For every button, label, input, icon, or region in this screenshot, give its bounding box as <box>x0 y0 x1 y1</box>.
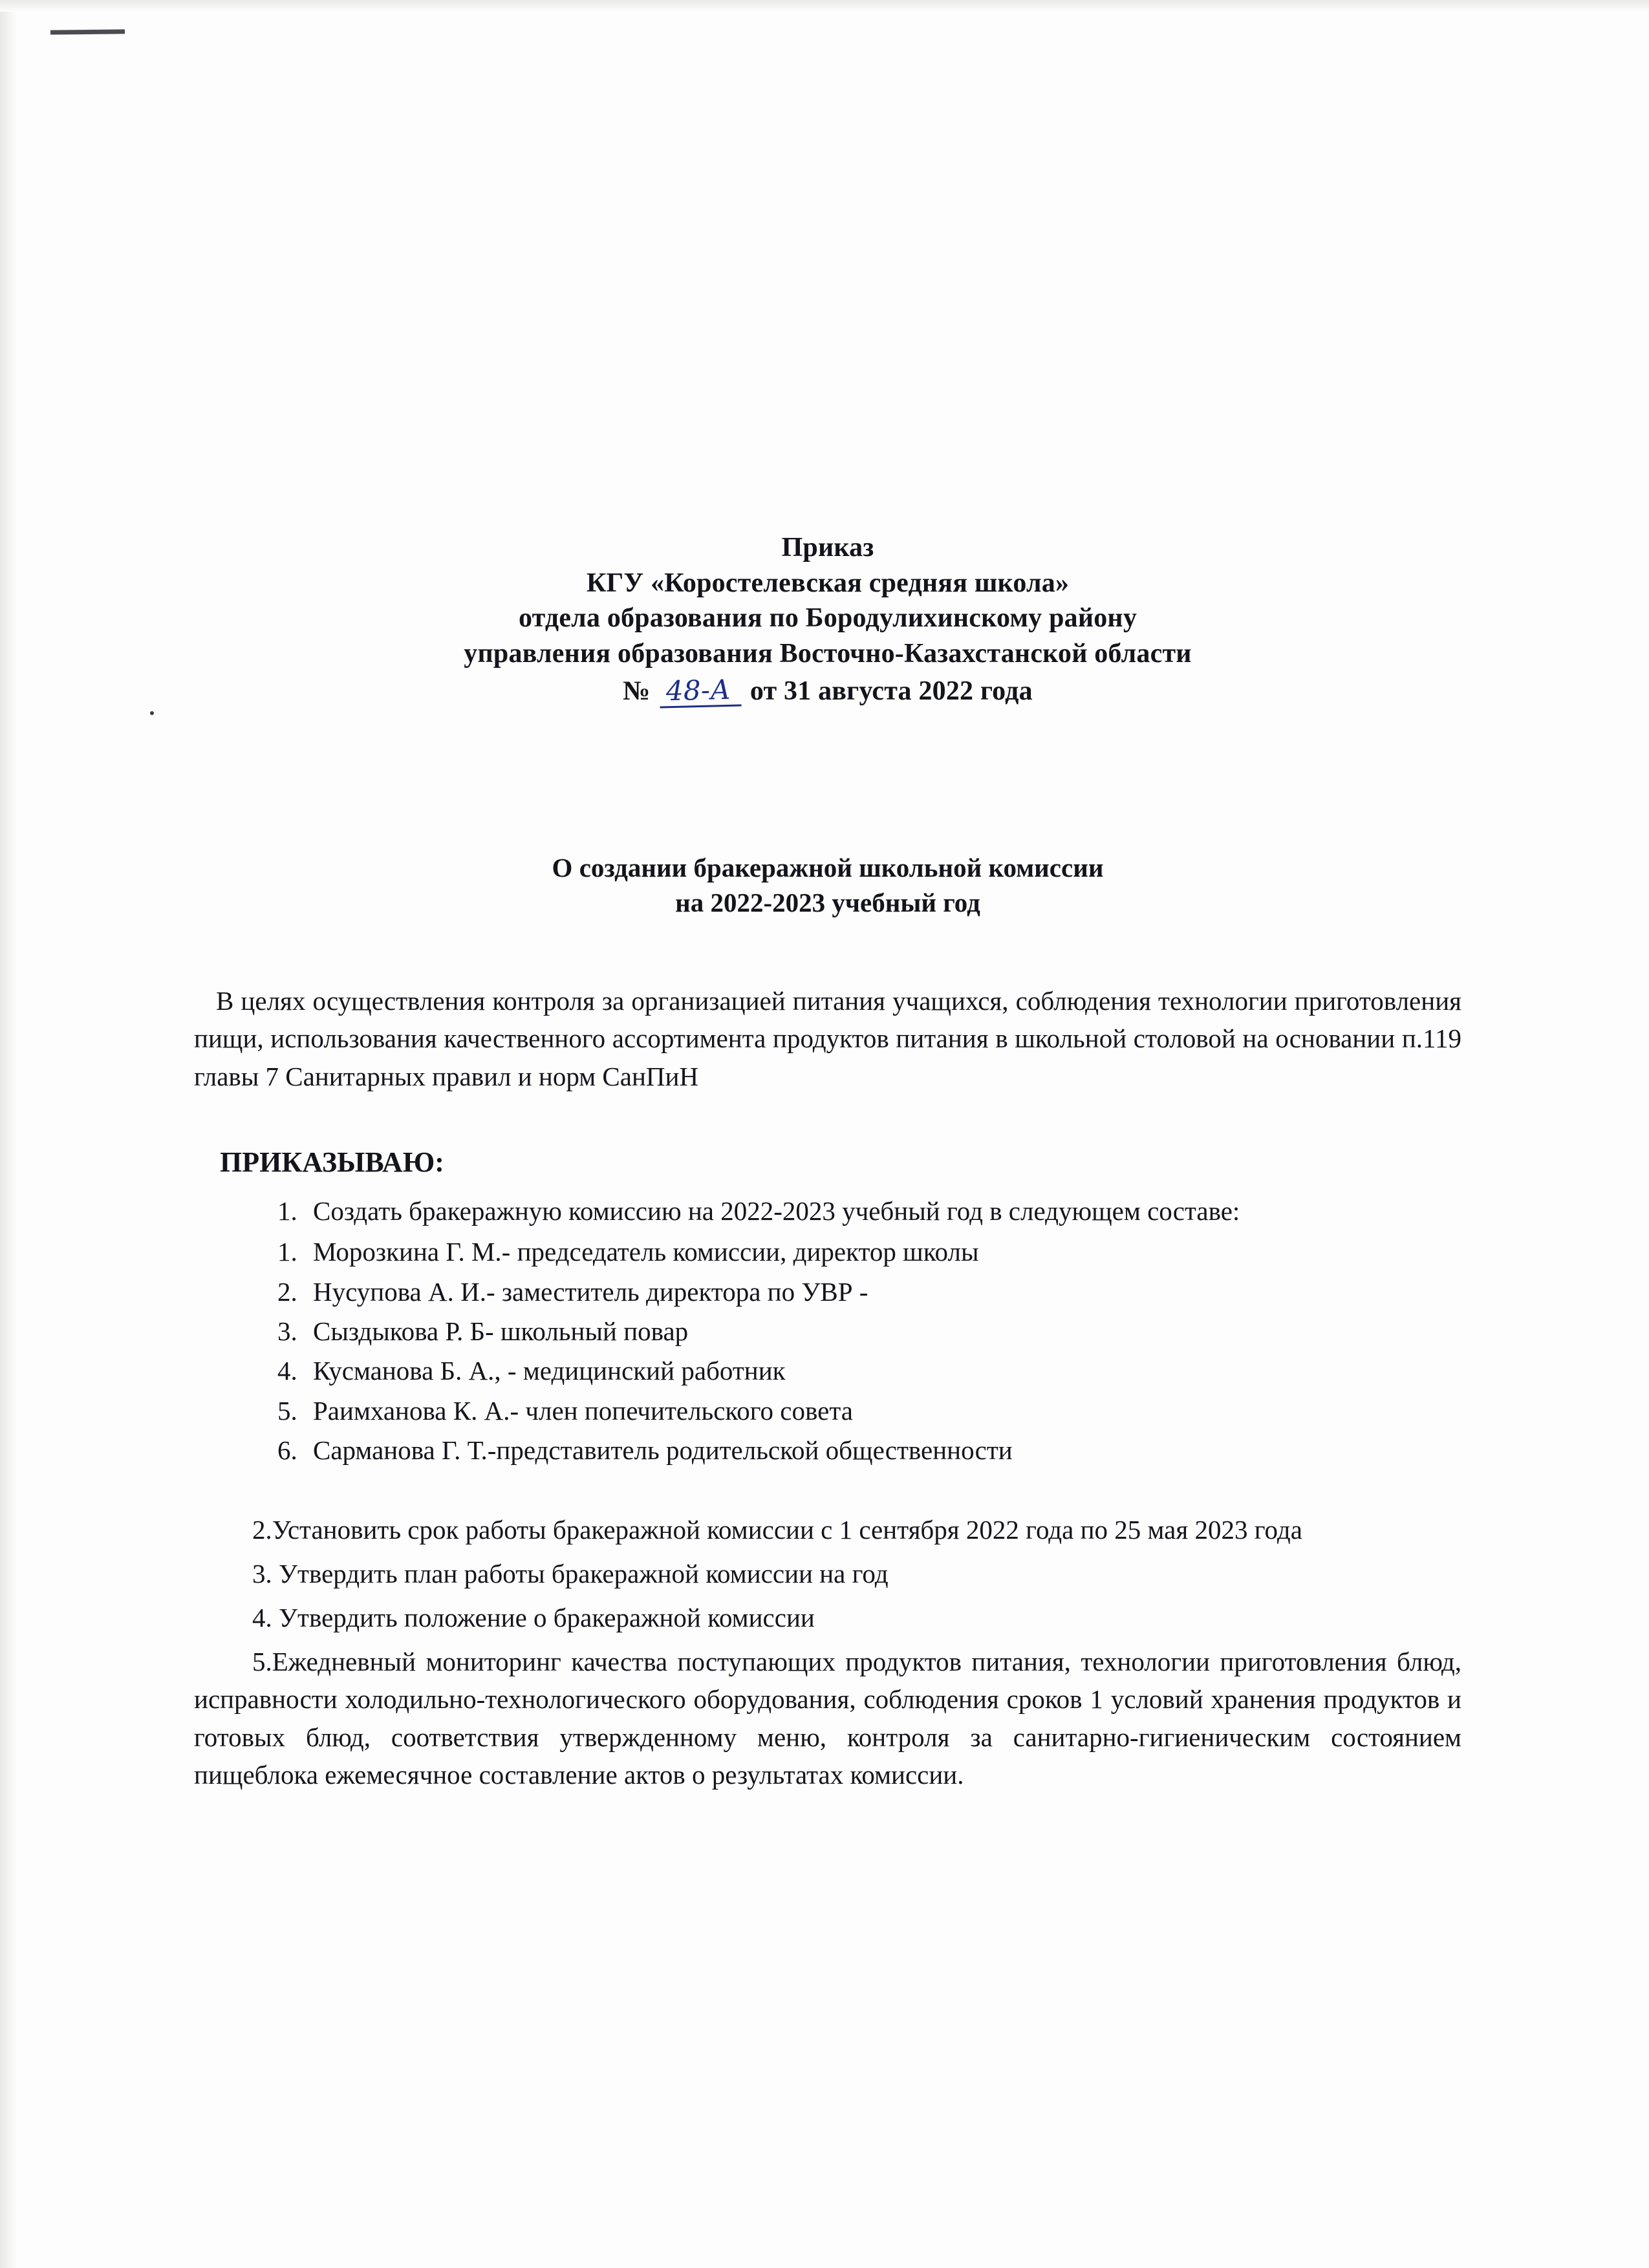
clause-5: 5.Ежедневный мониторинг качества поступающих продуктов питания, технологии приготовления блюд, исправности холодильно-технологического оборудования, соблюдения сроков 1 условий хранения продуктов и готовых блюд, соответствия утвержденному меню, контроля за санитарно-гигиеническим состоянием пищеблока ежемесячное составление актов о результатах комиссии. <box>194 1647 1461 1790</box>
header-line-4: управления образования Восточно-Казахстанской области <box>464 638 1192 669</box>
clause-4: 4. Утвердить положение о бракеражной комиссии <box>252 1603 815 1633</box>
order-number-handwritten: 48-А <box>659 676 741 709</box>
document-header <box>194 530 1461 709</box>
order-keyword: ПРИКАЗЫВАЮ: <box>220 1146 444 1178</box>
subject-line-2: на 2022-2023 учебный год <box>675 888 980 918</box>
scan-edge-left <box>0 0 17 2268</box>
list-item: 6. Сарманова Г. Т.-представитель родительской общественности <box>304 1432 1461 1469</box>
clause-3: 3. Утвердить план работы бракеражной комиссии на год <box>252 1558 889 1589</box>
clause-2: 2.Установить срок работы бракеражной комиссии с 1 сентября 2022 года по 25 мая 2023 года <box>252 1514 1302 1545</box>
header-line-3: отдела образования по Бородулихинскому району <box>518 603 1137 634</box>
document-content <box>194 0 1461 1793</box>
subject-line-1: О создании бракеражной школьной комиссии <box>552 852 1104 883</box>
header-line-1: Приказ <box>781 533 874 562</box>
order-number-label: № <box>623 676 651 707</box>
list-item: 2. Нусупова А. И.- заместитель директора по УВР - <box>304 1274 1461 1311</box>
order-items-list <box>194 1193 1461 1230</box>
order-date: от 31 августа 2022 года <box>749 676 1033 707</box>
commission-members-list <box>194 1234 1461 1469</box>
scan-corner-mark <box>50 29 125 34</box>
list-item: 4. Кусманова Б. А., - медицинский работник <box>304 1353 1461 1389</box>
list-item: 1. Создать бракеражную комиссию на 2022-2023 учебный год в следующем составе: <box>304 1193 1461 1230</box>
intro-paragraph: В целях осуществления контроля за организацией питания учащихся, соблюдения технологии приготовления пищи, использования качественного ассортимента продуктов питания в школьной столовой на основании п.119 главы 7 Санитарных правил и норм СанПиН <box>194 986 1461 1091</box>
stray-ink-dot <box>150 711 154 715</box>
document-subject <box>194 850 1461 920</box>
header-line-2: КГУ «Коростелевская средняя школа» <box>586 568 1070 598</box>
list-item: 1. Морозкина Г. М.- председатель комиссии, директор школы <box>304 1234 1461 1270</box>
list-item: 3. Сыздыкова Р. Б- школьный повар <box>304 1313 1461 1350</box>
order-number-line <box>194 674 1461 709</box>
list-item: 5. Раимханова К. А.- член попечительского совета <box>304 1393 1461 1429</box>
